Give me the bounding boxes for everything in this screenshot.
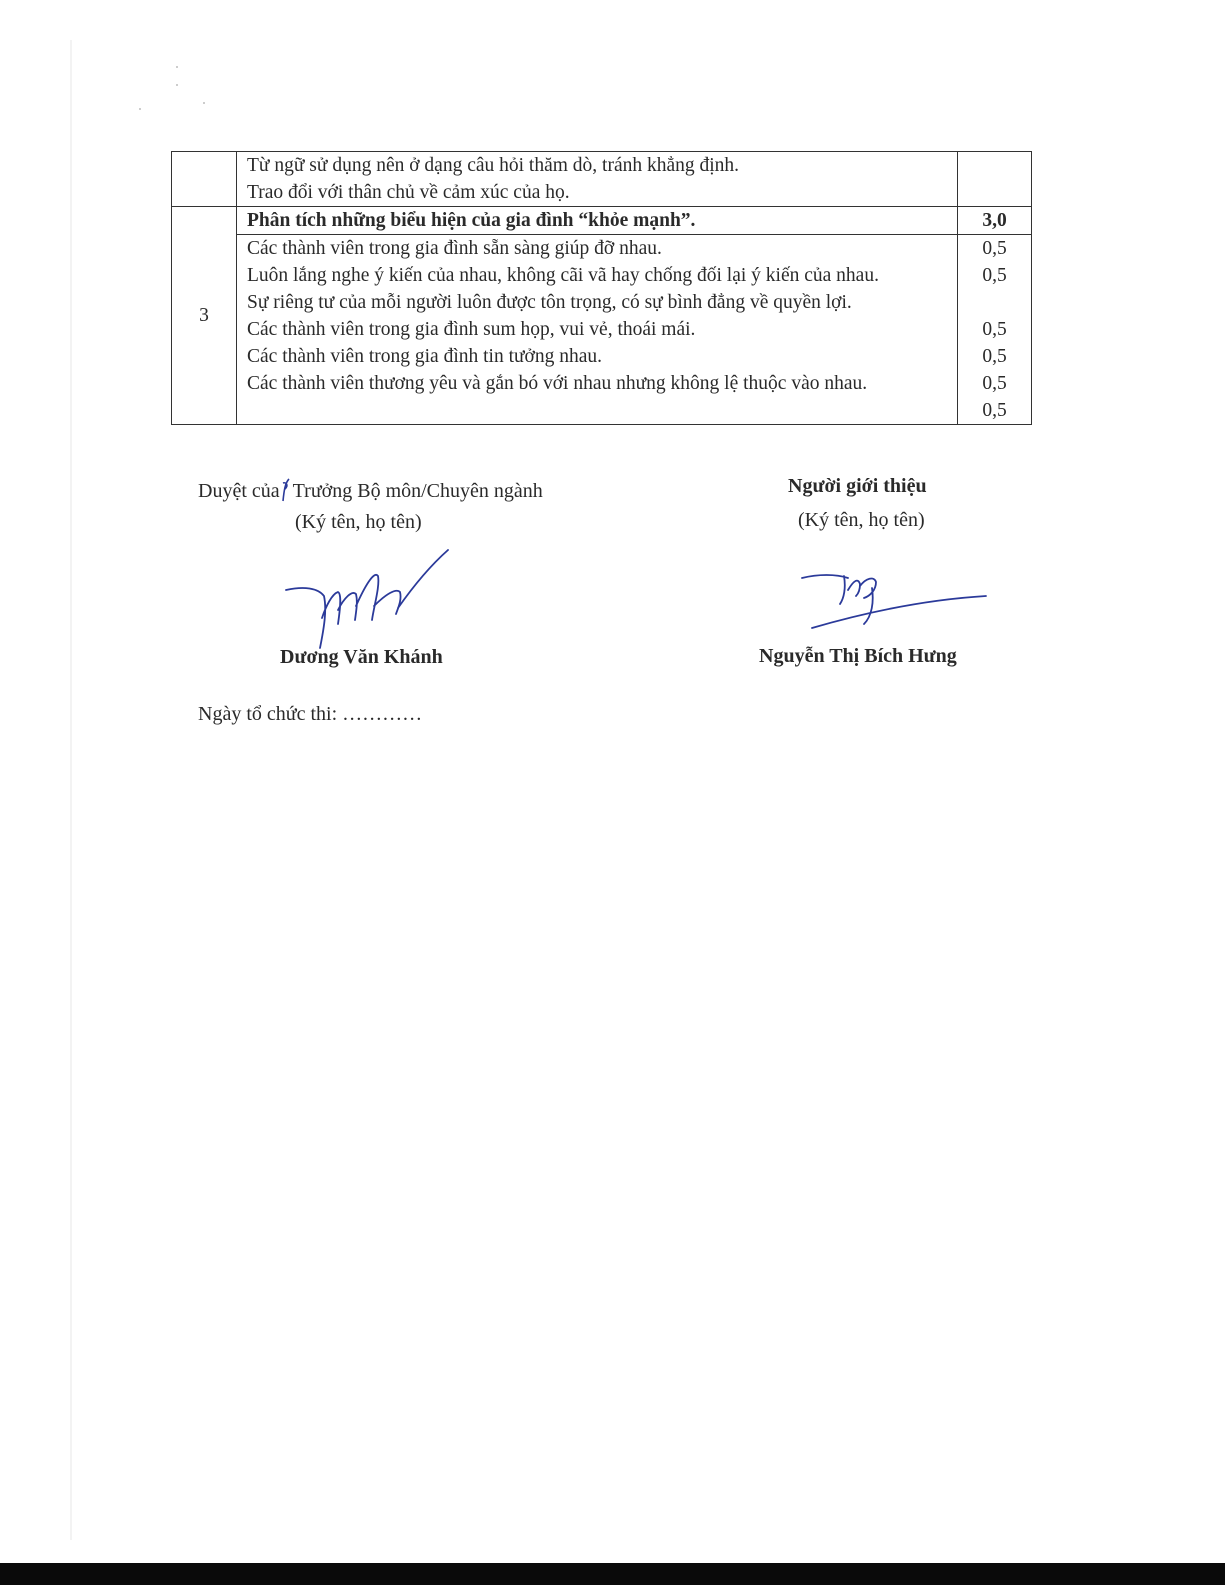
introducer-signature [800,568,990,634]
item-score: 0,5 [982,319,1007,340]
approval-signature [282,548,457,653]
scan-speck [176,66,178,68]
approval-signature-note: (Ký tên, họ tên) [295,511,422,533]
introducer-title: Người giới thiệu [788,475,927,497]
scan-speck [176,84,178,86]
ink-tick-mark [281,477,291,503]
continuation-line: Từ ngữ sử dụng nên ở dạng câu hỏi thăm dò, tránh khẳng định. [247,155,740,176]
introducer-name: Nguyễn Thị Bích Hưng [759,645,957,667]
answer-item: Luôn lắng nghe ý kiến của nhau, không cãi vã hay chống đối lại ý kiến của nhau. [247,265,879,286]
item-score: 0,5 [982,346,1007,367]
answer-key-table [171,151,1032,425]
heading-score-cell [958,207,1032,235]
table-row [172,152,1032,207]
answer-item: Các thành viên thương yêu và gắn bó với nhau nhưng không lệ thuộc vào nhau. [247,373,868,394]
exam-date-line: Ngày tổ chức thi: ………… [198,703,423,725]
answer-item: Các thành viên trong gia đình tin tưởng nhau. [247,346,603,367]
table-row [172,207,1032,235]
item-scores-cell [958,235,1032,425]
answer-item: Các thành viên trong gia đình sum họp, vui vẻ, thoái mái. [247,319,696,340]
item-score: 0,5 [982,238,1007,259]
question-number-cell [172,207,237,425]
table-row [172,235,1032,425]
scan-speck [139,108,141,110]
heading-score: 3,0 [982,210,1007,231]
question-heading: Phân tích những biểu hiện của gia đình “khỏe mạnh”. [247,210,696,231]
answer-text-cell [237,152,958,207]
score-cell [958,152,1032,207]
answer-items-cell [237,235,958,425]
scan-speck [203,102,205,104]
item-score: 0,5 [982,373,1007,394]
continuation-line: Trao đổi với thân chủ về cảm xúc của họ. [247,182,570,203]
approval-prefix: Duyệt của [198,480,280,502]
approval-title [198,477,543,503]
answer-item: Các thành viên trong gia đình sẵn sàng giúp đỡ nhau. [247,238,662,259]
question-number-cell [172,152,237,207]
scan-edge-shadow [70,40,72,1540]
question-heading-cell [237,207,958,235]
scan-bottom-edge [0,1563,1225,1585]
question-number: 3 [199,305,209,326]
item-score: 0,5 [982,400,1007,421]
approval-role: Trưởng Bộ môn/Chuyên ngành [292,480,543,502]
introducer-signature-note: (Ký tên, họ tên) [798,509,925,531]
item-score: 0,5 [982,265,1007,286]
answer-item: Sự riêng tư của mỗi người luôn được tôn trọng, có sự bình đẳng về quyền lợi. [247,292,852,313]
item-score-wrapped [958,262,1031,316]
approval-name: Dương Văn Khánh [280,646,443,668]
